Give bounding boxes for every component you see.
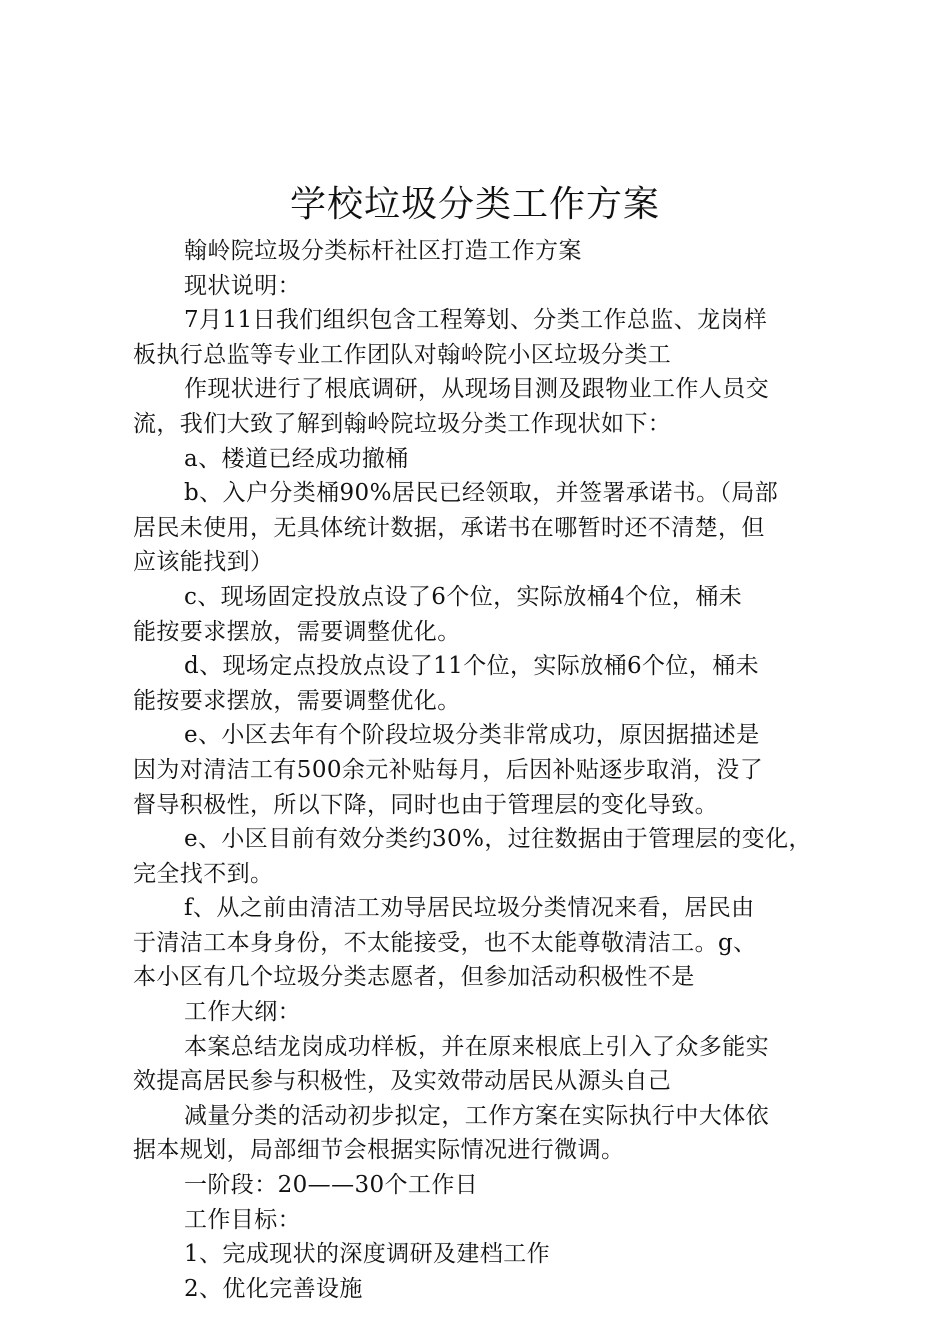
body-line: e、小区去年有个阶段垃圾分类非常成功，原因据描述是 (184, 722, 760, 749)
body-line: 一阶段：20——30个工作日 (184, 1172, 479, 1199)
body-line: 7月11日我们组织包含工程筹划、分类工作总监、龙岗样 (184, 307, 768, 334)
body-line: 因为对清洁工有500余元补贴每月，后因补贴逐步取消，没了 (133, 756, 764, 783)
body-line: 本小区有几个垃圾分类志愿者，但参加活动积极性不是 (133, 964, 695, 991)
body-line: f、从之前由清洁工劝导居民垃圾分类情况来看，居民由 (184, 895, 755, 922)
body-line: 据本规划，局部细节会根据实际情况进行微调。 (133, 1137, 625, 1164)
body-line: 效提高居民参与积极性，及实效带动居民从源头自己 (133, 1068, 672, 1095)
body-line: 作现状进行了根底调研，从现场目测及跟物业工作人员交 (184, 376, 769, 403)
body-line: 本案总结龙岗成功样板，并在原来根底上引入了众多能实 (184, 1033, 769, 1060)
body-line: 居民未使用，无具体统计数据，承诺书在哪暂时还不清楚，但 (133, 514, 765, 541)
body-line: 1、完成现状的深度调研及建档工作 (184, 1241, 551, 1268)
body-line: 督导积极性，所以下降，同时也由于管理层的变化导致。 (133, 791, 718, 818)
body-line: 减量分类的活动初步拟定，工作方案在实际执行中大体依 (184, 1102, 769, 1129)
body-line: e、小区目前有效分类约30%，过往数据由于管理层的变化， (184, 826, 812, 853)
body-line: b、入户分类桶90%居民已经领取，并签署承诺书。（局部 (184, 480, 779, 507)
body-line: 板执行总监等专业工作团队对翰岭院小区垃圾分类工 (133, 341, 672, 368)
body-line: 现状说明： (184, 272, 301, 299)
body-line: 2、优化完善设施 (184, 1275, 363, 1302)
body-line: a、楼道已经成功撤桶 (184, 445, 409, 472)
body-line: 工作目标： (184, 1206, 301, 1233)
body-line: 工作大纲： (184, 999, 301, 1026)
body-line: 流，我们大致了解到翰岭院垃圾分类工作现状如下： (133, 410, 672, 437)
body-line: 翰岭院垃圾分类标杆社区打造工作方案 (184, 238, 582, 264)
body-line: d、现场定点投放点设了11个位，实际放桶6个位，桶未 (184, 653, 760, 680)
body-line: 能按要求摆放，需要调整优化。 (133, 687, 461, 714)
body-line: 完全找不到。 (133, 860, 274, 887)
body-line: 能按要求摆放，需要调整优化。 (133, 618, 461, 645)
document-title: 学校垃圾分类工作方案 (289, 184, 660, 225)
body-line: c、现场固定投放点设了6个位，实际放桶4个位，桶未 (184, 583, 743, 610)
document-body (133, 234, 833, 1306)
body-line: 应该能找到） (133, 549, 274, 576)
body-line: 于清洁工本身身份，不太能接受，也不太能尊敬清洁工。g、 (133, 929, 757, 956)
